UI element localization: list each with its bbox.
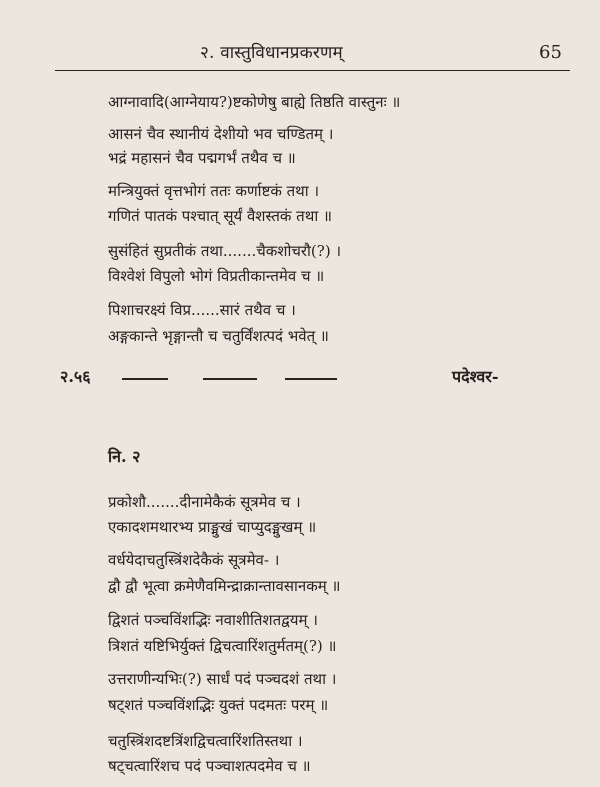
verse-line: पिशाचरक्ष्यं विप्र......सारं तथैव च । bbox=[108, 301, 296, 319]
verse-line: चतुस्त्रिंशदष्टत्रिंशद्विचत्वारिंशतिस्तथा । bbox=[108, 732, 303, 750]
verse-line: भद्रं महासनं चैव पद्मगर्भं तथैव च ॥ bbox=[108, 149, 296, 167]
verse-line: एकादशमथारभ्य प्राङ्मुखं चाप्युदङ्मुखम् ॥ bbox=[108, 518, 317, 536]
subheading: नि. २ bbox=[108, 447, 141, 466]
verse-line: मन्त्रियुक्तं वृत्तभोगं ततः कर्णाष्टकं तथा । bbox=[108, 182, 320, 200]
verse-line: सुसंहितं सुप्रतीकं तथा.......चैकशोचरौ(?) । bbox=[108, 242, 342, 260]
header-rule bbox=[55, 70, 570, 71]
verse-line: आसनं चैव स्थानीयं देशीयो भव चण्डितम् । bbox=[108, 125, 334, 143]
running-header-title: २. वास्तुविधानप्रकरणम् bbox=[200, 43, 343, 63]
verse-line: वर्धयेदाचतुस्त्रिंशदेकैकं सूत्रमेव- । bbox=[108, 551, 280, 569]
section-label: पदेश्वर- bbox=[452, 367, 499, 386]
verse-line: षट्शतं पञ्चविंशद्भिः युक्तं पदमतः परम् ॥ bbox=[108, 696, 329, 714]
verse-line: द्विशतं पञ्चविंशद्भिः नवाशीतिशतद्वयम् । bbox=[108, 611, 318, 629]
verse-line: उत्तराणीन्यभिः(?) सार्धं पदं पञ्चदशं तथा । bbox=[108, 670, 337, 688]
verse-line: द्वौ द्वौ भूत्वा क्रमेणैवमिन्द्राक्रान्तावसानकम् ॥ bbox=[108, 577, 341, 595]
section-dash bbox=[285, 378, 337, 380]
section-dash bbox=[122, 378, 168, 380]
section-heading bbox=[60, 365, 570, 393]
verse-line: त्रिशतं यष्टिभिर्युक्तं द्विचत्वारिंशतुर्मतम्(?) ॥ bbox=[108, 637, 337, 655]
page-number: 65 bbox=[539, 42, 562, 63]
verse-line: विश्वेशं विपुलो भोगं विप्रतीकान्तमेव च ॥ bbox=[108, 267, 325, 285]
verse-line: आग्नावादि(आग्नेयाय?)ष्टकोणेषु बाह्ये तिष्ठति वास्तुनः ॥ bbox=[108, 93, 401, 111]
verse-line: षट्चत्वारिंशच पदं पञ्चाशत्पदमेव च ॥ bbox=[108, 757, 311, 775]
verse-line: प्रकोशौ.......दीनामेकैकं सूत्रमेव च । bbox=[108, 493, 301, 511]
verse-line: गणितं पातकं पश्चात् सूर्यं वैशस्तकं तथा ॥ bbox=[108, 207, 332, 225]
verse-line: अङ्गकान्ते भृङ्गान्तौ च चतुर्विंशत्पदं भवेत् ॥ bbox=[108, 327, 329, 345]
section-number: २.५६ bbox=[60, 367, 91, 386]
section-dash bbox=[203, 378, 257, 380]
